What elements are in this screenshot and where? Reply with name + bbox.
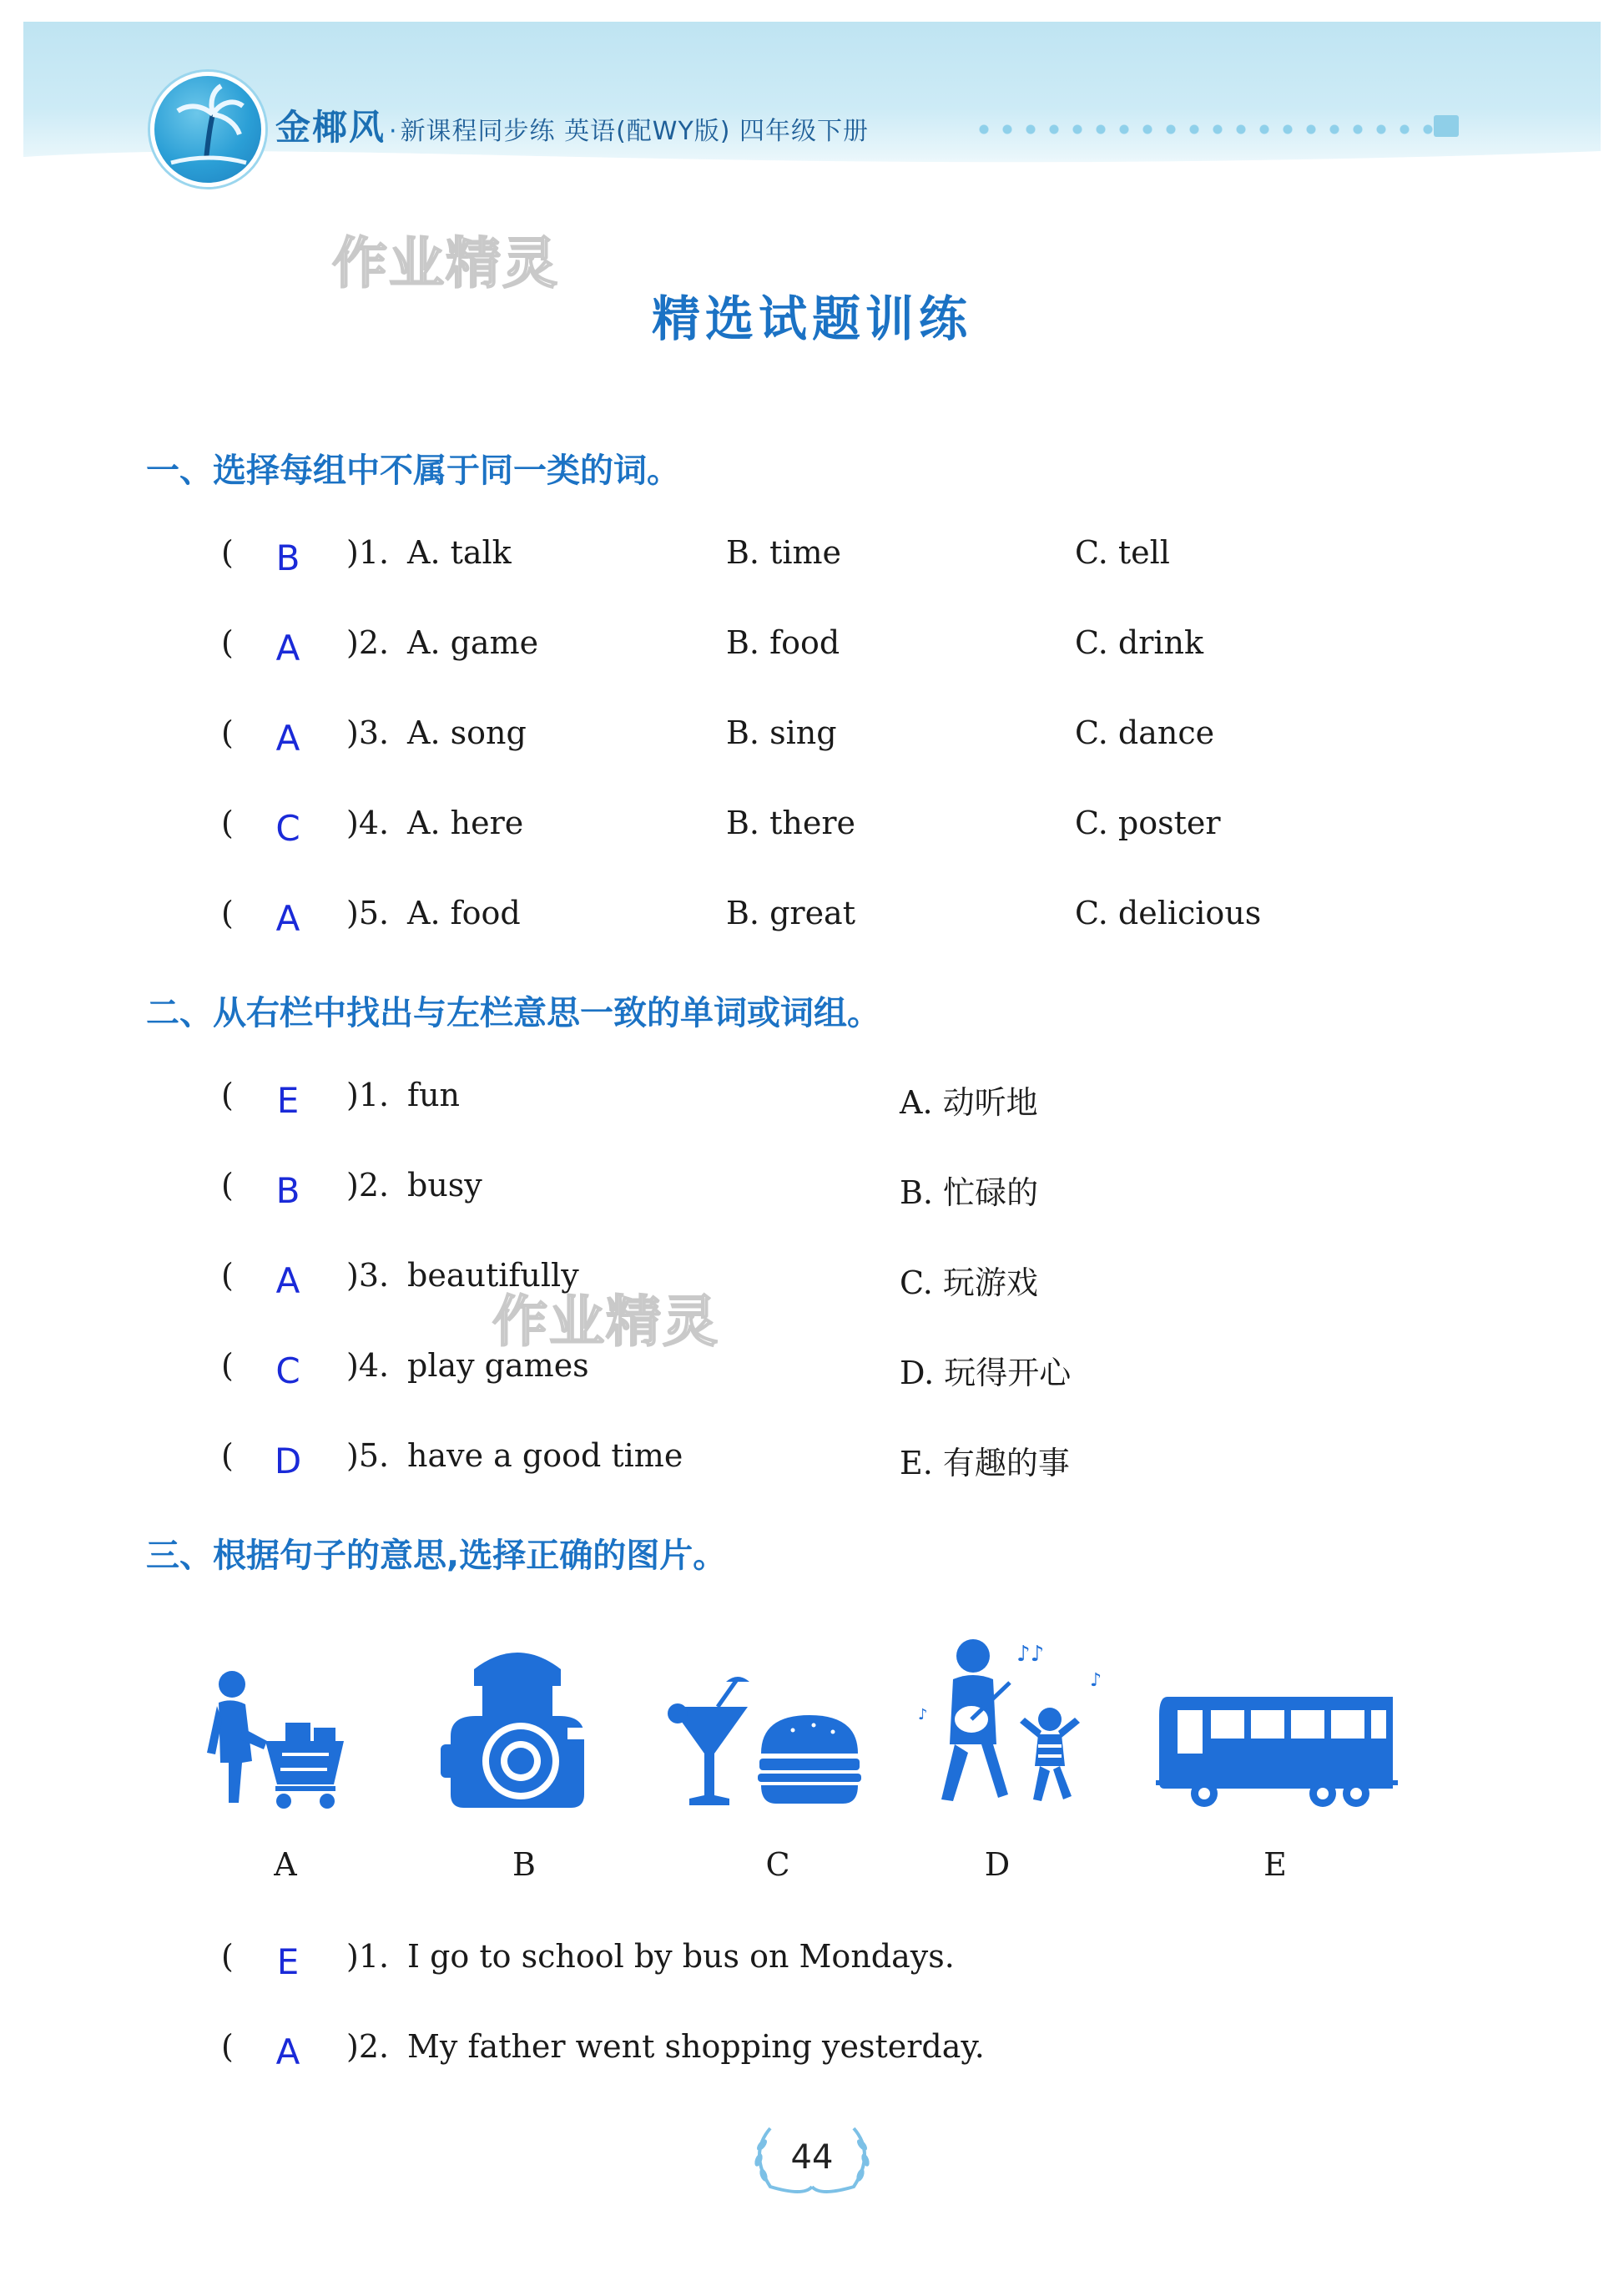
left-term: beautifully	[407, 1257, 579, 1294]
bus-icon	[1156, 1690, 1398, 1815]
brand-subtitle: 新课程同步练 英语(配WY版) 四年级下册	[400, 117, 870, 146]
match-row	[0, 1257, 1624, 1307]
question-number: )4.	[346, 1347, 390, 1384]
right-term: C. 玩游戏	[900, 1264, 1038, 1301]
option-a: A. song	[407, 714, 527, 751]
picture-label-d: D	[984, 1846, 1011, 1883]
sentence: I go to school by bus on Mondays.	[407, 1938, 955, 1975]
answer-mark: C	[275, 1350, 300, 1391]
paren-open: (	[221, 1077, 234, 1113]
answer-mark: E	[276, 1080, 300, 1121]
paren-open: (	[221, 895, 234, 931]
answer-mark: B	[275, 1170, 300, 1211]
left-term: busy	[407, 1167, 482, 1204]
brand-name: 金椰风	[275, 107, 386, 148]
option-c: C. tell	[1075, 534, 1170, 571]
music-dance-icon	[916, 1636, 1108, 1811]
right-term: D. 玩得开心	[900, 1355, 1072, 1391]
question-number: )2.	[346, 1167, 390, 1204]
svg-text:♪♪: ♪♪	[1016, 1642, 1045, 1667]
photographer-camera-icon	[434, 1636, 601, 1811]
picture-label-c: C	[765, 1846, 790, 1883]
right-term: B. 忙碌的	[900, 1174, 1039, 1211]
answer-mark: A	[275, 898, 300, 939]
answer-mark: B	[275, 537, 300, 578]
question-number: )4.	[346, 805, 390, 841]
picture-label-a: A	[274, 1846, 297, 1883]
right-term: E. 有趣的事	[900, 1445, 1070, 1481]
match-row	[0, 1347, 1624, 1397]
answer-mark: A	[275, 628, 300, 669]
option-b: B. great	[726, 895, 855, 931]
header-dots	[972, 124, 1448, 135]
section-3-title: 三、根据句子的意思,选择正确的图片。	[146, 1537, 727, 1575]
match-row	[0, 1437, 1624, 1487]
paren-open: (	[221, 1347, 234, 1384]
option-b: B. sing	[726, 714, 837, 751]
question-row	[0, 895, 1624, 945]
question-number: )2.	[346, 2028, 390, 2065]
question-row	[0, 534, 1624, 584]
answer-mark: A	[275, 2031, 300, 2072]
svg-text:♪: ♪	[1090, 1670, 1102, 1691]
section-2-title: 二、从右栏中找出与左栏意思一致的单词或词组。	[146, 994, 880, 1032]
question-number: )1.	[346, 534, 390, 571]
question-row	[0, 2028, 1624, 2078]
drink-burger-icon	[668, 1673, 868, 1811]
question-number: )3.	[346, 714, 390, 751]
question-number: )2.	[346, 624, 390, 661]
option-c: C. dance	[1075, 714, 1215, 751]
brand-separator: ·	[389, 117, 397, 146]
header-tab	[1434, 115, 1459, 137]
left-term: play games	[407, 1347, 589, 1384]
paren-open: (	[221, 624, 234, 661]
picture-label-b: B	[512, 1846, 536, 1883]
paren-open: (	[221, 1167, 234, 1204]
shopping-cart-icon	[200, 1669, 351, 1811]
right-term: A. 动听地	[900, 1084, 1038, 1121]
header-brand	[275, 100, 869, 159]
question-number: )5.	[346, 895, 390, 931]
paren-open: (	[221, 1257, 234, 1294]
option-b: B. there	[726, 805, 855, 841]
match-row	[0, 1077, 1624, 1127]
question-number: )1.	[346, 1938, 390, 1975]
option-a: A. game	[407, 624, 539, 661]
svg-text:♪: ♪	[918, 1706, 928, 1723]
option-a: A. food	[407, 895, 521, 931]
option-c: C. poster	[1075, 805, 1221, 841]
question-row	[0, 805, 1624, 855]
page-number: 44	[790, 2138, 834, 2177]
page-title: 精选试题训练	[651, 290, 972, 347]
question-number: )5.	[346, 1437, 390, 1474]
answer-mark: C	[275, 808, 300, 849]
section-1-title: 一、选择每组中不属于同一类的词。	[146, 452, 680, 490]
option-c: C. drink	[1075, 624, 1204, 661]
watermark: 作业精灵	[492, 1289, 719, 1354]
option-a: A. talk	[407, 534, 512, 571]
answer-mark: E	[276, 1941, 300, 1982]
answer-mark: A	[275, 718, 300, 759]
paren-open: (	[221, 2028, 234, 2065]
paren-open: (	[221, 1938, 234, 1975]
left-term: fun	[407, 1077, 461, 1113]
question-number: )1.	[346, 1077, 390, 1113]
palm-logo-icon	[150, 72, 265, 187]
picture-label-e: E	[1263, 1846, 1287, 1883]
paren-open: (	[221, 714, 234, 751]
match-row	[0, 1167, 1624, 1217]
watermark: 作业精灵	[332, 231, 559, 295]
paren-open: (	[221, 805, 234, 841]
option-c: C. delicious	[1075, 895, 1262, 931]
option-b: B. food	[726, 624, 840, 661]
page-number-badge	[745, 2120, 879, 2195]
question-row	[0, 714, 1624, 765]
answer-mark: A	[275, 1260, 300, 1301]
option-b: B. time	[726, 534, 842, 571]
paren-open: (	[221, 1437, 234, 1474]
sentence: My father went shopping yesterday.	[407, 2028, 985, 2065]
question-row	[0, 1938, 1624, 1988]
left-term: have a good time	[407, 1437, 683, 1474]
option-a: A. here	[407, 805, 524, 841]
answer-mark: D	[274, 1441, 302, 1481]
paren-open: (	[221, 534, 234, 571]
question-row	[0, 624, 1624, 674]
question-number: )3.	[346, 1257, 390, 1294]
